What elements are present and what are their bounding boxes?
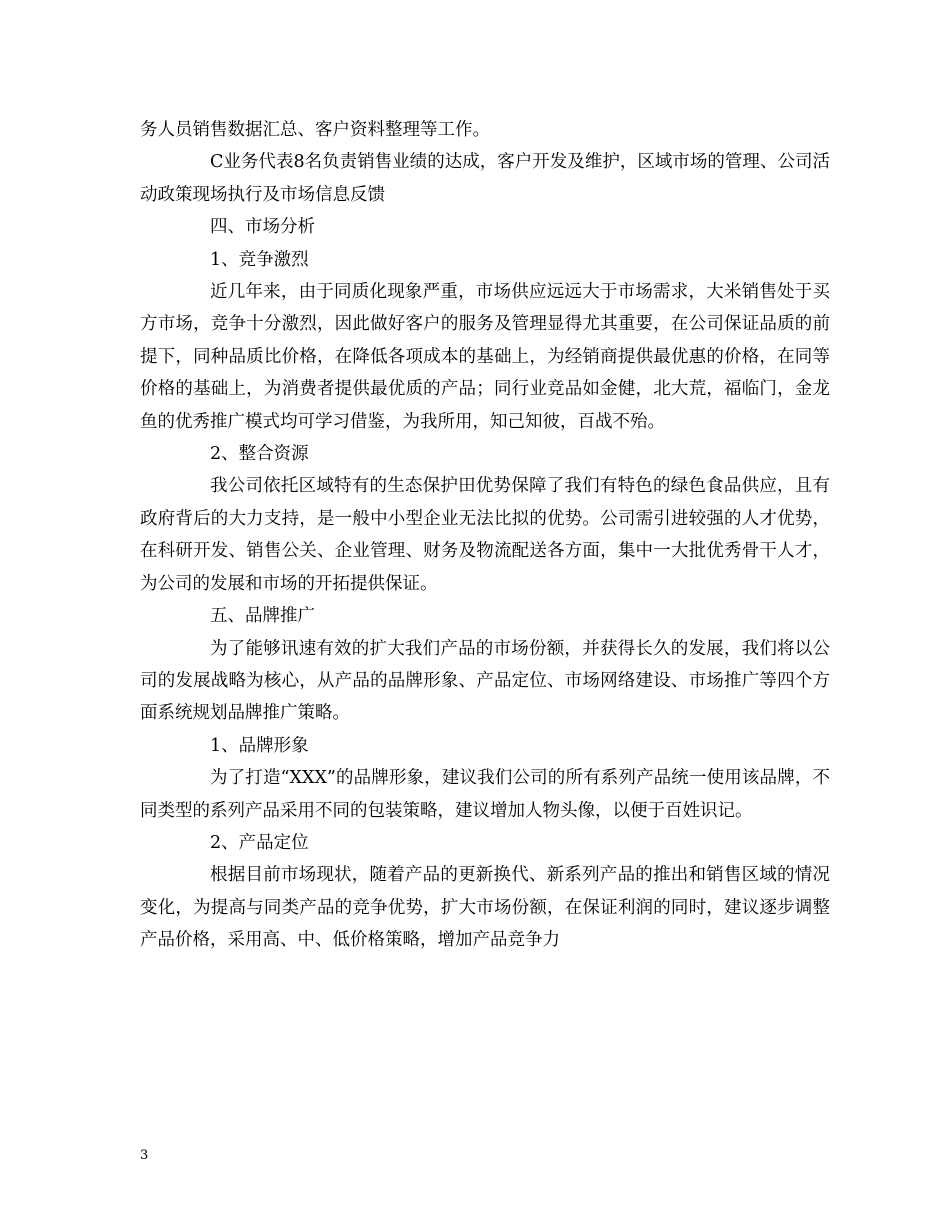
paragraph-product-positioning: 根据目前市场现状，随着产品的更新换代、新系列产品的推出和销售区域的情况变化，为提高与同类产品的竞争优势，扩大市场份额，在保证利润的同时，建议逐步调整产品价格，采用高、中、低价格策略，增加产品竞争力 [140,865,830,951]
paragraph-brand-image: 为了打造“XXX”的品牌形象，建议我们公司的所有系列产品统一使用该品牌，不同类型的系列产品采用不同的包装策略，建议增加人物头像，以便于百姓识记。 [140,768,830,821]
heading-market-analysis: 四、市场分析 [210,217,315,238]
subheading-fierce-competition: 1、竞争激烈 [210,249,309,270]
paragraph-brand-promotion: 为了能够讯速有效的扩大我们产品的市场份额，并获得长久的发展，我们将以公司的发展战略为核心，从产品的品牌形象、产品定位、市场网络建设、市场推广等四个方面系统规划品牌推广策略。 [140,638,830,724]
subheading-brand-image: 1、品牌形象 [210,735,309,756]
paragraph-resources: 我公司依托区域特有的生态保护田优势保障了我们有特色的绿色食品供应，且有政府背后的大力支持，是一般中小型企业无法比拟的优势。公司需引进较强的人才优势，在科研开发、销售公关、企业管理、财务及物流配送各方面，集中一大批优秀骨干人才，为公司的发展和市场的开拓提供保证。 [140,476,830,594]
paragraph-continuation: 务人员销售数据汇总、客户资料整理等工作。 [140,120,490,140]
heading-brand-promotion: 五、品牌推广 [210,606,315,627]
paragraph-sales-rep-duties: C业务代表8名负责销售业绩的达成，客户开发及维护，区域市场的管理、公司活动政策现场执行及市场信息反馈 [140,152,830,205]
subheading-integrate-resources: 2、整合资源 [210,444,309,465]
document-body [140,114,830,957]
subheading-product-positioning: 2、产品定位 [210,832,309,853]
page-number: 3 [140,1148,149,1163]
paragraph-competition: 近几年来，由于同质化现象严重，市场供应远远大于市场需求，大米销售处于买方市场，竞争十分激烈，因此做好客户的服务及管理显得尤其重要，在公司保证品质的前提下，同种品质比价格，在降低各项成本的基础上，为经销商提供最优惠的价格，在同等价格的基础上，为消费者提供最优质的产品；同行业竞品如金健，北大荒，福临门，金龙鱼的优秀推广模式均可学习借鉴，为我所用，知己知彼，百战不殆。 [140,282,830,432]
